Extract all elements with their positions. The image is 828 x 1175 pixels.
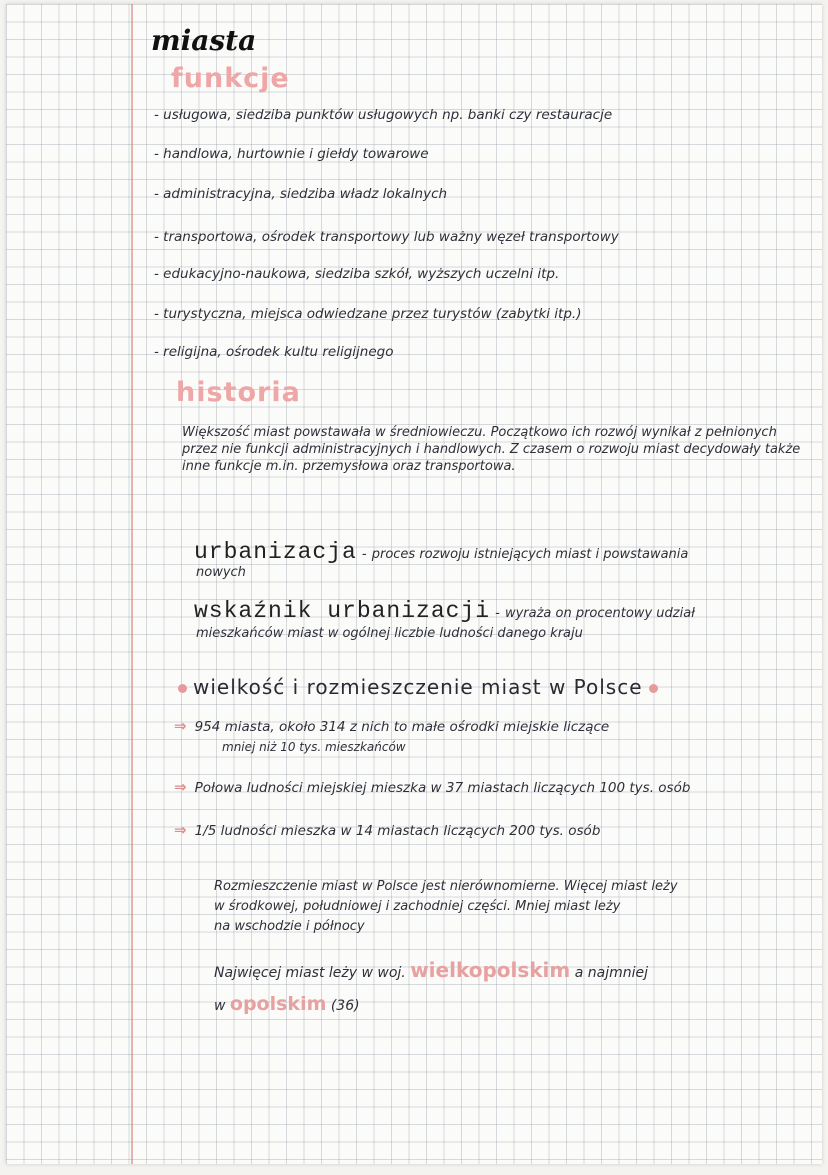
najwiecej-prefix: Najwięcej miast leży w woj.: [214, 965, 406, 981]
bullet-dot-icon: [178, 684, 187, 693]
wskaznik-definition: [194, 599, 695, 624]
urbanizacja-def: proces rozwoju istniejących miast i powstawania: [371, 547, 689, 562]
wskaznik-sep: -: [495, 606, 500, 621]
page-title: miasta: [151, 24, 257, 57]
heading-historia: historia: [176, 377, 301, 408]
fact-1-line1: 954 miasta, około 314 z nich to małe ośrodki miejskie liczące: [194, 719, 610, 735]
wskaznik-def: wyraża on procentowy udział: [504, 606, 695, 621]
list-item-transportowa: - transportowa, ośrodek transportowy lub ważny węzeł transportowy: [154, 229, 619, 245]
list-item-uslugowa: - usługowa, siedziba punktów usługowych np. banki czy restauracje: [154, 107, 613, 123]
arrow-icon: ⇒: [174, 821, 187, 839]
list-item-turystyczna: - turystyczna, miejsca odwiedzane przez turystów (zabytki itp.): [154, 306, 582, 322]
fact-row-2: [174, 779, 690, 796]
wskaznik-term: wskaźnik urbanizacji: [194, 598, 491, 624]
fact-1-line2: mniej niż 10 tys. mieszkańców: [222, 740, 406, 754]
fact-2-line1: Połowa ludności miejskiej mieszka w 37 miastach liczących 100 tys. osób: [194, 780, 691, 796]
najmniej-count: (36): [330, 998, 360, 1014]
wskaznik-def-cont: mieszkańców miast w ogólnej liczbie ludności danego kraju: [196, 626, 583, 641]
fact-row-1: [174, 718, 609, 735]
urbanizacja-definition: [194, 540, 688, 565]
arrow-icon: ⇒: [174, 717, 187, 735]
highlight-wielkopolskim: wielkopolskim: [410, 958, 571, 982]
arrow-icon: ⇒: [174, 778, 187, 796]
najmniej-prefix: w: [214, 998, 226, 1014]
rozmieszczenie-line3: na wschodzie i północy: [214, 919, 365, 934]
najwiecej-middle: a najmniej: [574, 965, 648, 981]
najmniej-line: [214, 994, 360, 1015]
list-item-religijna: - religijna, ośrodek kultu religijnego: [154, 344, 394, 360]
fact-3-line1: 1/5 ludności mieszka w 14 miastach liczących 200 tys. osób: [194, 823, 601, 839]
heading-funkcje: funkcje: [171, 63, 290, 94]
urbanizacja-term: urbanizacja: [194, 539, 357, 565]
margin-line: [131, 4, 133, 1164]
list-item-administracyjna: - administracyjna, siedziba władz lokalnych: [154, 186, 448, 202]
notebook-page: [6, 4, 822, 1164]
list-item-edukacyjna: - edukacyjno-naukowa, siedziba szkół, wyższych uczelni itp.: [154, 266, 560, 282]
historia-paragraph: Większość miast powstawała w średniowieczu. Początkowo ich rozwój wynikał z pełnionych przez nie funkcji administracyjnych i handlowych. Z czasem o rozwoju miast decydowały także inne funkcje m.in. przemysłowa oraz transportowa.: [182, 425, 801, 474]
wielkosc-heading: wielkość i rozmieszczenie miast w Polsce: [193, 675, 643, 699]
najwiecej-line: [214, 959, 648, 981]
wielkosc-heading-row: [172, 676, 664, 698]
list-item-handlowa: - handlowa, hurtownie i giełdy towarowe: [154, 146, 429, 162]
urbanizacja-sep: -: [361, 547, 367, 562]
bullet-dot-icon: [649, 684, 658, 693]
urbanizacja-def-cont: nowych: [196, 565, 246, 580]
rozmieszczenie-line1: Rozmieszczenie miast w Polsce jest nierównomierne. Więcej miast leży: [214, 879, 678, 894]
fact-row-3: [174, 822, 600, 839]
rozmieszczenie-line2: w środkowej, południowej i zachodniej części. Mniej miast leży: [214, 899, 621, 914]
highlight-opolskim: opolskim: [229, 993, 327, 1015]
